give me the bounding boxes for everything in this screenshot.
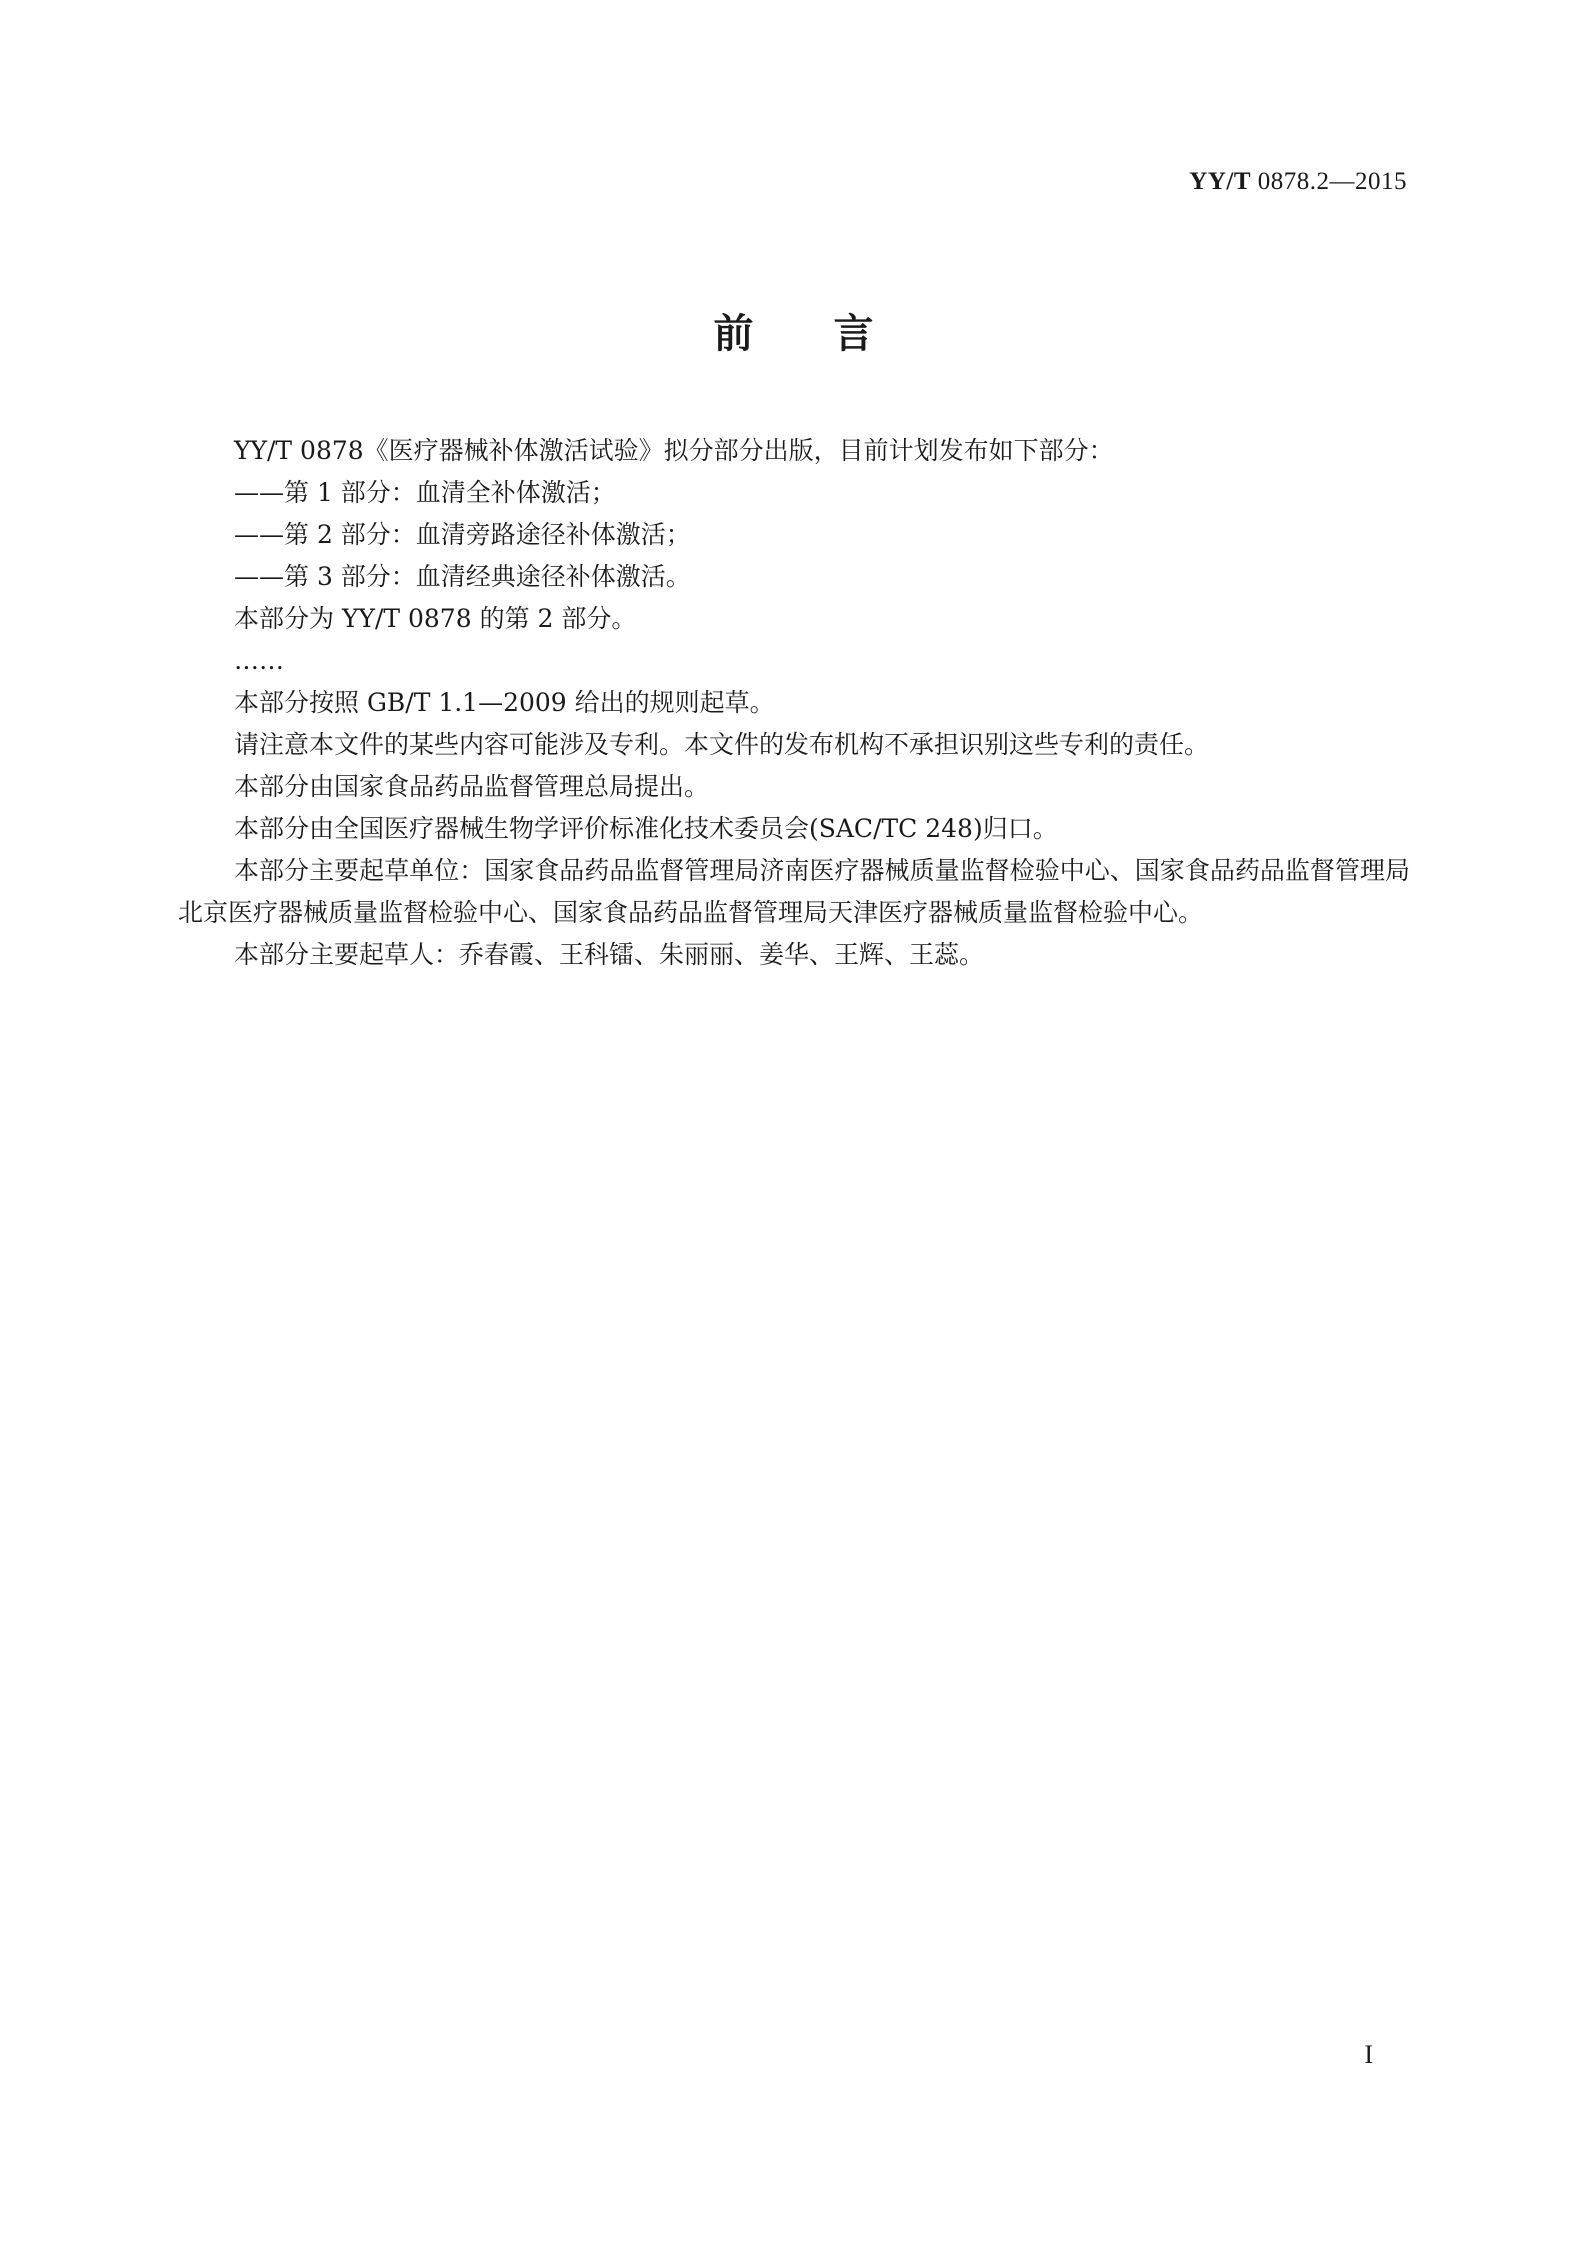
proposed-paragraph: 本部分由国家食品药品监督管理总局提出。 [234,772,710,801]
part-1-item: ——第 1 部分：血清全补体激活； [234,478,616,507]
drafting-units-paragraph: 本部分主要起草单位：国家食品药品监督管理局济南医疗器械质量监督检验中心、国家食品药品监督管理局北京医疗器械质量监督检验中心、国家食品药品监督管理局天津医疗器械质量监督检验中心。 [178,856,1410,927]
rules-paragraph: 本部分按照 GB/T 1.1—2009 给出的规则起草。 [234,688,775,717]
ellipsis: …… [234,646,284,675]
standard-code [1189,168,1407,196]
patent-paragraph: 请注意本文件的某些内容可能涉及专利。本文件的发布机构不承担识别这些专利的责任。 [234,730,1210,759]
centralized-paragraph: 本部分由全国医疗器械生物学评价标准化技术委员会(SAC/TC 248)归口。 [234,814,1058,843]
standard-number: 0878.2—2015 [1251,168,1407,195]
intro-paragraph: YY/T 0878《医疗器械补体激活试验》拟分部分出版，目前计划发布如下部分： [234,436,1114,465]
drafters-paragraph: 本部分主要起草人：乔春霞、王科镭、朱丽丽、姜华、王辉、王蕊。 [234,940,985,969]
part-3-item: ——第 3 部分：血清经典途径补体激活。 [234,562,691,591]
part-2-item: ——第 2 部分：血清旁路途径补体激活； [234,520,691,549]
standard-prefix: YY/T [1189,168,1251,195]
foreword-body [178,430,1410,976]
page-title: 前言 [713,311,954,357]
this-part-paragraph: 本部分为 YY/T 0878 的第 2 部分。 [234,604,637,633]
page-number: I [1364,2040,1373,2069]
